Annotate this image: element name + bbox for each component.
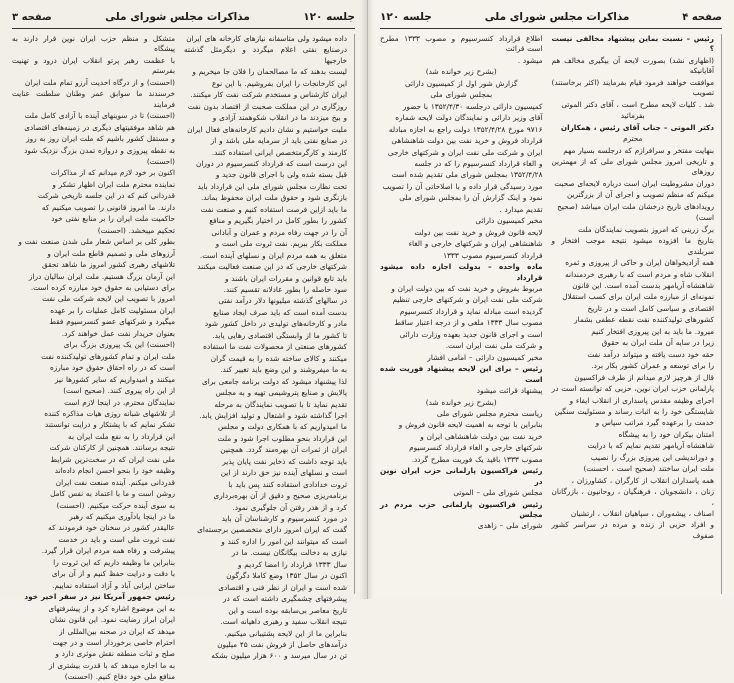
- text-line: ملت ایران و تمام کشورهای تولیدکننده نفت: [41, 351, 175, 361]
- text-line: به ما اجازه میدهد که با قدرت بیشتری از: [49, 660, 175, 670]
- left-page: [0, 0, 367, 682]
- text-line: و الغاء قرارداد کنسرسیوم را که در جلسه: [414, 158, 543, 168]
- text-line: شد . کلیات لایحه مطرح است ، آقای دکتر الموتی: [561, 99, 714, 109]
- text-line: احترام خاصی برخوردار است و در جهت: [52, 638, 175, 648]
- right-page-number: صفحه ۴: [682, 11, 722, 23]
- text-line: متعلق به همه مردم ایران و نسلهای آینده است.: [199, 250, 347, 260]
- text-line: نتیجه برسانند. همچنین از کارکنان شرکت: [49, 443, 175, 453]
- text-line: ایران و شرکت ملی نفت ایران و شرکتهای خارجی: [387, 147, 543, 157]
- text-line: قرارداد کنسرسیوم مصوب ۱۳۳۳: [443, 250, 543, 260]
- right-page-column-2: [380, 34, 543, 594]
- text-line: همه پاسداران انقلاب از کارگران ، کشاورزان ،: [571, 475, 714, 485]
- text-line: به ما میفروشند و این وضع باید تغییر کند.: [220, 365, 347, 375]
- text-line: منافع ملی خود دفاع کنیم. (احسنت): [64, 672, 175, 682]
- text-line: رئیس – برای این لایحه پیشنهاد فوریت شده است: [380, 364, 543, 384]
- text-line: نیازی به دخالت بیگانگان نیست. ما در: [231, 548, 347, 558]
- text-line: دکتر الموتی – جناب آقای رئیس ، همکاران: [560, 122, 714, 132]
- text-line: پیشرفتهای چشمگیری داشته است که در: [222, 594, 347, 604]
- text-line: روشن است و ما با اعتماد به نفس کامل: [50, 489, 175, 499]
- text-line: لیست بدهند که ما مصالحمان را فلان جا میخریم و: [192, 67, 347, 77]
- text-line: مملکت بکار ببریم. نفت ثروت ملی است و: [215, 239, 347, 249]
- text-line: صلح و ثبات منطقه نقش موثری دارد و: [55, 649, 175, 659]
- text-line: کمیسیون دارائی درجلسه ۱۳۵۲/۴/۳۰ با حضور: [402, 101, 543, 111]
- text-line: (احسنت) تا در سوینهای آینده با آزادی کامل ملت: [24, 111, 175, 121]
- text-line: رئیس فراکسیون پارلمانی حزب مردم در مجلس: [380, 499, 543, 520]
- text-line: مصوب سال ۱۳۳۳ ملغی و از درجه اعتبار ساقط: [394, 318, 543, 328]
- text-line: گفت که ایران امروز دارای متخصصین برجسته‌ای: [197, 525, 347, 535]
- text-line: قرارداد فروش و خرید نفت بین دولت شاهنشاهی: [391, 136, 543, 146]
- text-line: بمجلس شورای ملی: [430, 90, 493, 100]
- text-line: میرود. ما باید به این پیروزی افتخار کنیم: [591, 326, 714, 336]
- text-line: و افراد حزبی از زنده و مرده در سراسر کشور صفوف: [551, 520, 714, 540]
- text-line: مخبر کمیسیون دارائی: [475, 216, 543, 226]
- left-page-column-1: [184, 34, 355, 661]
- text-line: لایحه قانون فروش و خرید نفت بین دولت: [414, 227, 543, 237]
- text-line: بنابراین ما وظیفه داریم که این ثروت را: [53, 557, 175, 567]
- text-line: بنابراین با توجه به اهمیت لایحه قانون فروش و: [398, 420, 543, 430]
- text-line: از تلاشهای شبانه روزی هیات مذاکره کننده: [44, 408, 175, 418]
- text-line: بدست آمده است که باید صرف ایجاد صنایع: [213, 307, 347, 317]
- text-line: تحت نظارت مجلس شورای ملی این قرارداد باید: [197, 181, 347, 191]
- text-line: نماینده محترم ملت ایران اظهار تشکر و: [52, 179, 175, 189]
- text-line: پیشرفت و رفاه همه مردم ایران قرار گیرد.: [41, 546, 175, 556]
- text-line: تن در سال میرسد و ۶۰۰ هزار میلیون بشکه: [211, 651, 347, 661]
- text-line: خدمت را برعهده گیرد مراتب سپاس و: [595, 418, 714, 428]
- right-page-title: مذاکرات مجلس شورای ملی: [484, 11, 630, 23]
- text-line: میشود .: [517, 55, 543, 65]
- left-page-columns: [12, 34, 355, 682]
- text-line: عالیقدر کشور در سخنان خود فرمودند که: [48, 523, 175, 533]
- text-line: در صنایع نفتی باید از سرمایه ملی باشد و از: [210, 136, 347, 146]
- text-line: مادر و کارخانه‌های تولیدی در داخل کشور شود: [204, 319, 347, 329]
- text-line: اطلاع قرارداد کنسرسیوم و مصوب ۱۳۳۳ مطرح است قرائت: [380, 34, 543, 54]
- text-line: نفت ثروت ملی است و باید در خدمت: [58, 534, 175, 544]
- text-line: و مستقل کشور باشیم که ملت ایران روز به روز: [26, 134, 175, 144]
- text-line: ما باید ازاین فرصت استفاده کنیم و صنعت نفت: [200, 204, 347, 214]
- text-line: نتیجه انقلاب سفید و رهبری داهیانه است.: [220, 617, 347, 627]
- text-line: ملت ایران ساختند (صحیح است ، احسنت): [583, 464, 714, 474]
- text-line: با دقت و درایت حفظ کنیم و از آن برای: [51, 569, 175, 579]
- text-line: درصنایع نفتی اعلام میگردد و دیگرمثل گذشته خارجیها: [184, 45, 347, 65]
- text-line: شده است و ایران از نظر فنی و اقتصادی: [218, 582, 347, 592]
- text-line: تقدیم نماید تا با تصویب نمایندگان به مرحله: [214, 399, 347, 409]
- text-line: وظیفه خود را بنحو احسن انجام داده‌اند: [54, 466, 175, 476]
- text-line: حاکمیت ملت ایران را بر منابع نفتی خود: [51, 214, 175, 224]
- text-line: بفرمائید: [620, 111, 645, 121]
- text-line: پارلمانی حزب ایران نوین، حزبی که توانسته است در: [551, 384, 714, 394]
- text-line: ۹۷۱۶ مورخ ۱۳۵۲/۴/۲۸ دولت راجع به اجازه مبادله: [388, 124, 543, 134]
- text-line: قدردانی کنم که در این جلسه تاریخی شرکت: [38, 191, 175, 201]
- text-line: را برای توسعه و عمران کشور بکار برد.: [591, 361, 714, 371]
- text-line: اجرا گذاشته شود و اشتغال و تولید افزایش یابد.: [199, 410, 347, 420]
- text-line: با عظمت رهبر پرتو انقلاب ایران درود و تهنیت بفرستم: [12, 55, 175, 76]
- text-line: هم شاهد موفقیتهای دیگری در زمینه‌های اقتصادی: [24, 122, 175, 132]
- text-line: شرکتهای خارجی و الغاء قرارداد کنسرسیوم: [409, 443, 543, 453]
- text-line: ملی نفت ایران که در سخت‌ترین شرایط: [50, 454, 175, 464]
- text-line: (بشرح زیر خوانده شد): [425, 397, 497, 407]
- text-line: نمایندگان محترم، در اینجا لازم است: [64, 397, 175, 407]
- text-line: میدهد که ایران در صحنه بین‌المللی از: [59, 626, 175, 636]
- text-line: و تاریخی امروز مجلس شورای ملی که از مهمترین روزهای: [551, 156, 714, 177]
- text-line: تشکر نمایم که با پشتکار و درایت توانستند: [45, 420, 175, 430]
- text-line: (احسنت) این یک پیروزی بزرگ برای: [63, 340, 175, 350]
- text-line: به این موضوع اشاره کرد و از پیشرفتهای: [48, 603, 175, 613]
- text-line: داده میشود ولی متاسفانه نیازهای کارخانه های ایران: [186, 34, 347, 43]
- text-line: ماده واحده – بدولت اجازه داده میشود قرارداد: [380, 262, 543, 282]
- text-line: گزارش شور اول از کمیسیون دارائی: [404, 78, 518, 88]
- right-page-session: جلسه ۱۲۰: [380, 11, 432, 23]
- text-line: میکنند و کالای ساخته شده را به قیمت گران: [210, 353, 347, 363]
- text-line: تحکیم میبخشد. (احسنت): [97, 225, 175, 235]
- text-line: همه آزادیخواهان ایران و حاکی از پیروزی و ثمره: [565, 258, 714, 268]
- text-line: به نقطه پیروزی و دروازه تمدن بزرگ نزدیک شود: [24, 145, 175, 155]
- text-line: زنان ، دانشجویان ، فرهنگیان ، روحانیون ، بازرگانان ،: [551, 487, 714, 507]
- text-line: قدردانی میکنم. آینده صنعت نفت ایران: [55, 477, 175, 487]
- text-line: این کارخانجات را ایران بفروشیم. با این نوع: [212, 78, 347, 88]
- text-line: مخبر کمیسیون دارائی – امامی افشار: [427, 352, 543, 362]
- left-page-title: مذاکرات مجلس شورای ملی: [105, 11, 250, 23]
- text-line: پالایش و صنایع پتروشیمی تهیه و به مجلس: [215, 388, 347, 398]
- left-page-column-2: [12, 34, 175, 682]
- text-line: (بشرح زیر خوانده شد): [425, 67, 497, 77]
- text-line: مصوب ۱۳۳۳ باقید یک فوریت مطرح گردد.: [411, 454, 543, 464]
- text-line: کرد و از هدر رفتن آن جلوگیری نمود.: [232, 502, 347, 512]
- right-page: [367, 0, 734, 599]
- text-line: انقلاب شاه و مردم است که با رهبری خردمندانه: [565, 269, 714, 279]
- text-line: به سوی آینده حرکت میکنیم. (احسنت): [56, 500, 175, 510]
- text-line: درآمدهای حاصل از فروش نفت ۴۵ میلیون: [217, 640, 347, 650]
- text-line: بنابراین ما از این لایحه پشتیبانی میکنیم.: [224, 628, 347, 638]
- text-line: بعنوان خریدار نفت عمل خواهند کرد.: [61, 328, 175, 338]
- text-line: تا کشور ما از وابستگی اقتصادی رهایی یابد.: [212, 330, 347, 340]
- text-line: مورد رسیدگی قرار داده و با اصلاحاتی آن را تصویب: [382, 181, 543, 191]
- text-line: (احسنت): [146, 156, 175, 166]
- text-line: مجلس شورای ملی – الموتی: [453, 488, 543, 498]
- text-line: ثروت خدادادی استفاده کنند پس باید با: [228, 479, 347, 489]
- text-line: تقدیم میدارد .: [499, 204, 543, 214]
- text-line: قال از هرچیز لازم میدانم از طرف فراکسیون: [574, 372, 714, 382]
- text-line: و دوراندیشی این پیروزی بزرگ را نصیب: [590, 452, 714, 462]
- text-line: رئیس جمهور آمریکا نیز در سفر اخیر خود: [24, 592, 175, 602]
- left-page-session: جلسه ۱۲۰: [303, 11, 355, 23]
- text-line: اکنون در سال ۱۳۵۲ وضع کاملا دگرگون: [226, 571, 347, 581]
- text-line: ساختن ایرانی آباد و آزاد استفاده نماییم.: [52, 580, 175, 590]
- text-line: لذا پیشنهاد میشود که دولت برنامه جامعی برای: [202, 376, 347, 386]
- text-line: کشورهای صنعتی از محصولات نفت ما استفاده: [203, 342, 347, 352]
- text-line: است): [695, 213, 714, 223]
- text-line: آقای وزیر دارائی و نمایندگان دولت لایحه شماره: [395, 113, 543, 123]
- text-line: موافقت خواهند فرمود قیام بفرمایند (اکثر برخاستند) تصویب: [551, 77, 714, 98]
- text-line: از این راه پیروی کنند. (صحیح است): [63, 386, 175, 396]
- text-line: ایران کارشناس و مستخدم شرکت نفت کار میکنند.: [190, 90, 347, 100]
- right-page-column-1: [552, 34, 723, 594]
- text-line: نمود و اینک گزارش آن را بمجلس شورای ملی: [399, 193, 543, 203]
- text-line: باید تابع قوانین و مقررات ایران باشند و: [224, 273, 347, 283]
- text-line: ملیت خواستیم و نشان دادیم کارخانه‌های فعال ایران: [187, 124, 347, 134]
- text-line: شاهنشاه آریامهر بدست آمده است. این قانون: [572, 280, 714, 290]
- text-line: (احسنت) و از درگاه احدیت آرزو تمام ملت ایران: [24, 77, 175, 87]
- text-line: کارمند و کارگرمتخصص ایرانی استفاده کنند.: [211, 147, 347, 157]
- text-line: برنامه‌ریزی صحیح و دقیق از آن بهره‌برداری: [213, 491, 347, 501]
- text-line: آن را در جهت رفاه مردم و عمران و آبادانی: [211, 227, 347, 237]
- text-line: پیشنهاد قرائت میشود: [476, 386, 543, 396]
- text-line: برگ زرینی که امروز بتصویب نمایندگان ملت: [578, 224, 714, 234]
- text-line: ریاست محترم مجلس شورای ملی: [436, 408, 543, 418]
- text-line: نمونه‌ای از مبارزه ملت ایران برای کسب استقلال: [562, 292, 714, 302]
- text-line: اقتصادی و سیاسی کامل است و در تاریخ: [587, 303, 714, 313]
- text-line: میکنم که منظم تصویب و اجرای آن از بزرگترین: [566, 190, 714, 200]
- text-line: آرزوهای ملی و تصمیم قاطع ملت ایران و: [47, 248, 175, 258]
- text-line: ما امیدواریم که با همکاری دولت و مجلس: [217, 422, 347, 432]
- text-line: سود حاصله را بطور عادلانه تقسیم کنند.: [223, 284, 347, 294]
- text-line: تلاشهای رهبری کشور امروز ما شاهد تحقق: [42, 260, 175, 270]
- right-page-columns: [380, 34, 722, 594]
- text-line: شرکت ملی نفت ایران و شرکتهای خارجی تنظیم: [392, 295, 543, 305]
- text-line: گردیده است مبادله نماید و قرارداد کنسرسیوم: [399, 306, 543, 316]
- text-line: و بیخ میزدند ما در انقلاب شکوهمند آزادی و: [212, 113, 347, 123]
- text-line: محترم: [623, 134, 643, 144]
- text-line: رویدادهای تاریخ درخشان ملت ایران میباشد (صحیح: [557, 201, 714, 211]
- text-line: امتنان بیکران خود را به پیشگاه: [618, 429, 714, 439]
- text-line: بازنگری شود و حقوق ملت ایران محفوظ بماند.: [200, 193, 347, 203]
- text-line: ایران مسئولیت کامل عملیات را بر عهده: [50, 305, 175, 315]
- text-line: دوران مشروطیت ایران است درباره لایحه‌ای صحبت: [554, 178, 714, 188]
- text-line: بطور کلی بر اساس شعار ملی شدن صنعت نفت و: [18, 237, 175, 247]
- right-page-header: [380, 8, 722, 29]
- text-line: خرید نفت بین دولت شاهنشاهی ایران و: [420, 431, 543, 441]
- text-line: و شرکت ملی نفت ایران است.: [445, 341, 543, 351]
- text-line: قبل بسته شده ولی با اجرای قانون جدید و: [215, 170, 347, 180]
- text-line: این قرارداد بنحو مطلوب اجرا شود و ملت: [217, 433, 347, 443]
- book-gutter: [360, 0, 374, 599]
- text-line: رئیس فراکسیون پارلمانی حزب ایران نوین در: [380, 466, 543, 486]
- left-page-header: [12, 8, 355, 29]
- text-line: ایران ابراز رضایت نمود. این قانون نشان: [49, 615, 175, 625]
- text-line: است و نسلهای آینده نیز حق دارند از این: [220, 468, 347, 478]
- text-line: اصناف ، پیشه‌وران ، سپاهیان انقلاب ، ارتشیان: [570, 509, 714, 519]
- text-line: بتاریخ ما افزوده میشود نتیجه موجب افتخار و سربلندی: [551, 236, 714, 256]
- text-line: کشور را بطور کامل در اختیار بگیریم و منافع: [209, 216, 347, 226]
- text-line: حقه خود دست یافته و میتواند درآمد نفت: [587, 349, 714, 359]
- text-line: شاهنشاه آریامهر تقدیم نمایم که با درایت: [587, 441, 714, 451]
- text-line: در سالهای گذشته میلیونها دلار درآمد نفتی: [218, 296, 347, 306]
- text-line: سال ۱۳۳۳ قرارداد را امضا کردیم و: [237, 559, 347, 569]
- text-line: ۱۳۵۲/۴/۲۸ بمجلس شورای ملی تقدیم شده است: [391, 170, 543, 180]
- text-line: شرکتهای خارجی که در این صنعت فعالیت میکنند: [197, 262, 347, 272]
- text-line: کشورهای تولیدکننده نفت نقطه عطفی بشمار: [574, 315, 714, 325]
- text-line: دارند. ما امروز قانونی را تصویب میکنیم که: [41, 202, 175, 212]
- text-line: این درست است که قرارداد کنسرسیوم در دوران: [196, 158, 347, 168]
- text-line: این آرمان بزرگ هستیم. ملت ایران سالیان دراز: [28, 271, 175, 281]
- text-line: اکنون بر خود لازم میدانم که از مذاکرات: [50, 168, 175, 178]
- text-line: میگیرد و شرکتهای عضو کنسرسیوم فقط: [49, 317, 175, 327]
- text-line: خرسندند ما سوابق عمر وطنان سلطنت عنایت فرمایند: [12, 89, 175, 109]
- text-line: رئیس – نسبت بماین پیشنهاد مخالفی نیست ؟: [551, 34, 714, 54]
- left-page-number: صفحه ۳: [12, 11, 52, 23]
- text-line: شایستگی خود را به اثبات رساند و مسئولیت سنگین: [554, 406, 714, 416]
- text-line: زیرا در سایه آن ملت ایران به حقوق: [601, 338, 714, 348]
- text-line: این قرارداد را به نفع ملت ایران به: [68, 431, 175, 441]
- text-line: باید توجه داشت که ذخایر نفت پایان پذیر: [222, 456, 347, 466]
- text-line: (اظهاری نشد) بصورت لایحه آن بیگیری مخالف هم آقایانیکه: [551, 55, 714, 76]
- text-line: میکنند و امیدواریم که سایر کشورها نیز: [54, 374, 175, 384]
- text-line: امروز با تصویب این لایحه شرکت ملی نفت: [42, 294, 175, 304]
- text-line: در مورد کنسرسیوم و کارشناسان آن باید: [221, 514, 347, 524]
- text-line: مربوط بفروش و خرید نفت که بین دولت ایران و: [391, 283, 543, 293]
- text-line: روزگاری در این مملکت صحبت از اقتصاد بدون نفت: [187, 101, 347, 111]
- text-line: شورای ملی – زاهدی: [477, 521, 543, 531]
- text-line: است که میتوانند این امور را اداره کنند و: [221, 536, 347, 546]
- text-line: شاهنشاهی ایران و شرکتهای خارجی و الغاء: [408, 239, 543, 249]
- text-line: است و اجرای قانون جدید بعهده وزارت دارائی: [399, 329, 543, 339]
- text-line: برای دستیابی به حقوق خود مبارزه کرده است.: [30, 282, 175, 292]
- text-line: اجرای وظیفه مقدس پاسداری از انقلاب ایفاء و: [569, 395, 714, 405]
- text-line: تاریخ معاصر بی‌سابقه بوده است و این: [228, 605, 347, 615]
- text-line: ما در اینجا یادآوری میکنیم که رهبر: [69, 512, 175, 522]
- text-line: ایران از ثمرات آن بهره‌مند گردد. همچنین: [220, 445, 347, 455]
- text-line: است که در راه احقاق حقوق خود مبارزه: [49, 363, 175, 373]
- text-line: متشکل و منظم حزب ایران نوین قرار دارند به پیشگاه: [12, 34, 175, 54]
- text-line: بنهایت مفتخر و سرافرازم که درجلسه بسیار مهم: [563, 145, 714, 155]
